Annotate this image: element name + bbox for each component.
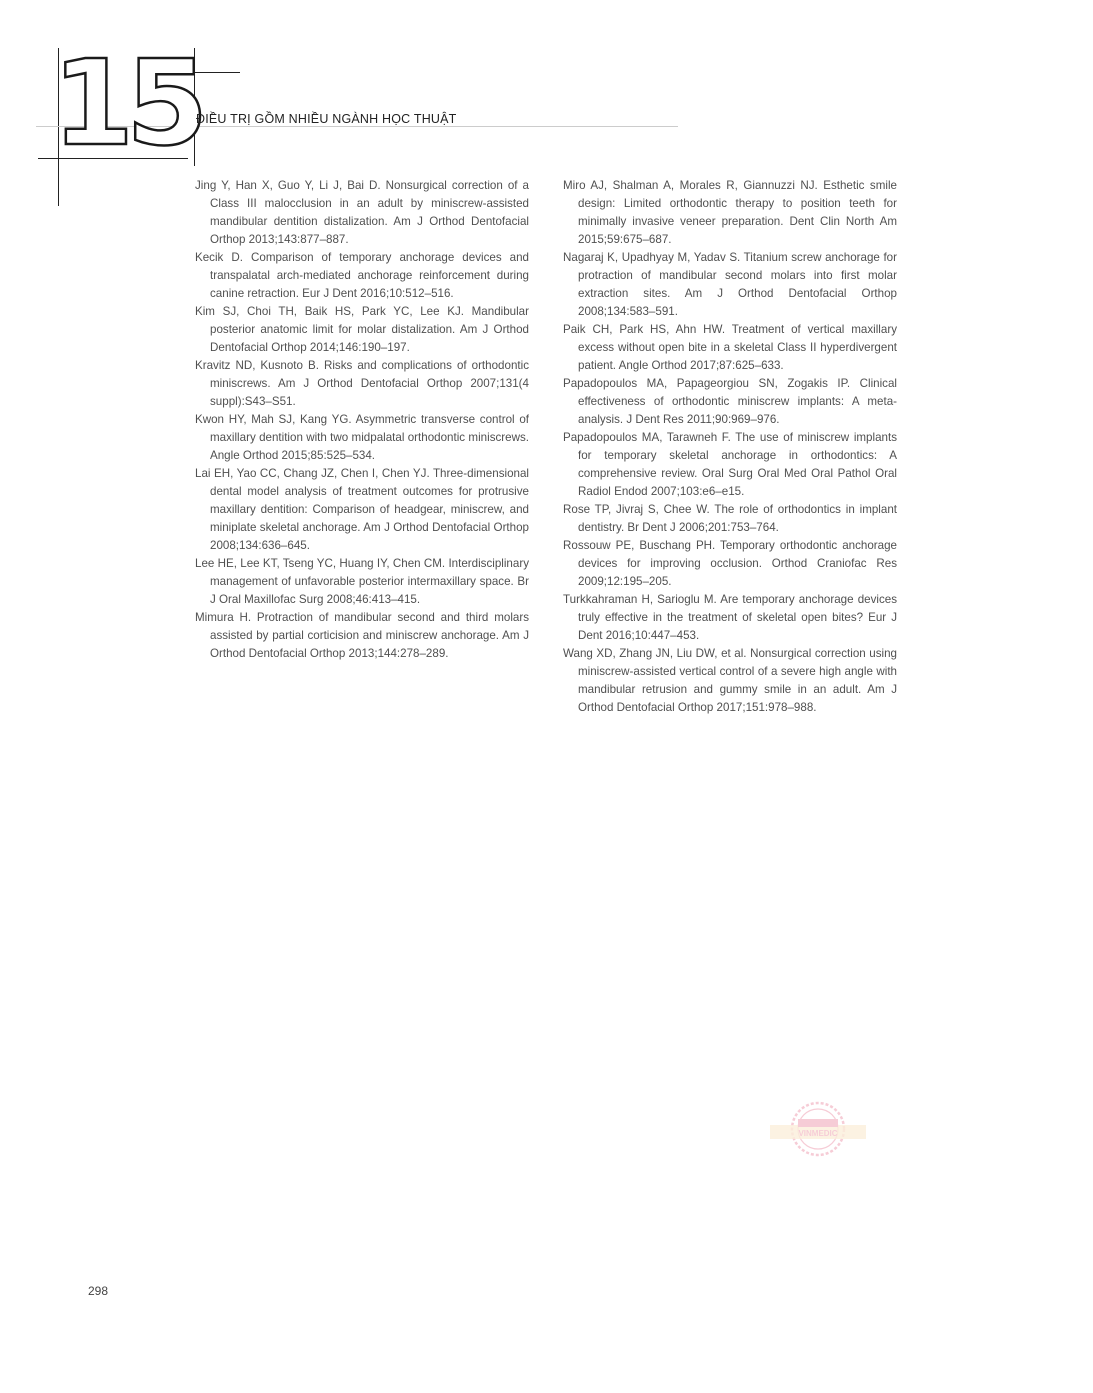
reference-item: Rose TP, Jivraj S, Chee W. The role of orthodontics in implant dentistry. Br Dent J 2006;201:753–764. — [563, 503, 897, 534]
reference-item: Lee HE, Lee KT, Tseng YC, Huang IY, Chen CM. Interdisciplinary management of unfavorable posterior intermaxillary space. Br J Oral Maxillofac Surg 2008;46:413–415. — [195, 557, 529, 606]
reference-item: Papadopoulos MA, Papageorgiou SN, Zogakis IP. Clinical effectiveness of orthodontic miniscrew implants: A meta-analysis. J Dent Res 2011;90:969–976. — [563, 377, 897, 426]
reference-item: Paik CH, Park HS, Ahn HW. Treatment of vertical maxillary excess without open bite in a skeletal Class II hyperdivergent patient. Angle Orthod 2017;87:625–633. — [563, 323, 897, 372]
watermark-stamp-icon — [768, 1097, 868, 1163]
reference-item: Lai EH, Yao CC, Chang JZ, Chen I, Chen YJ. Three-dimensional dental model analysis of treatment outcomes for protrusive maxillary dentition: Comparison of headgear, miniscrew, and miniplate skeletal anchorage. Am J Orthod Dentofacial Orthop 2008;134:636–645. — [195, 467, 529, 552]
reference-item: Rossouw PE, Buschang PH. Temporary orthodontic anchorage devices for improving occlusion. Orthod Craniofac Res 2009;12:195–205. — [563, 539, 897, 588]
page-number: 298 — [88, 1284, 109, 1298]
reference-item: Nagaraj K, Upadhyay M, Yadav S. Titanium screw anchorage for protraction of mandibular second molars into first molar extraction sites. Am J Orthod Dentofacial Orthop 2008;134:583–591. — [563, 251, 897, 318]
reference-item: Miro AJ, Shalman A, Morales R, Giannuzzi NJ. Esthetic smile design: Limited orthodontic therapy to position teeth for minimally invasive veneer preparation. Dent Clin North Am 2015;59:675–687. — [563, 179, 897, 246]
reference-item: Turkkahraman H, Sarioglu M. Are temporary anchorage devices truly effective in the treatment of skeletal open bites? Eur J Dent 2016;10:447–453. — [563, 593, 897, 642]
reference-item: Jing Y, Han X, Guo Y, Li J, Bai D. Nonsurgical correction of a Class III malocclusion in an adult by miniscrew-assisted mandibular dentition distalization. Am J Orthod Dentofacial Orthop 2013;143:877–887. — [195, 179, 529, 246]
reference-item: Papadopoulos MA, Tarawneh F. The use of miniscrew implants for temporary skeletal anchorage in orthodontics: A comprehensive review. Oral Surg Oral Med Oral Pathol Oral Radiol Endod 2007;103:e6–e15. — [563, 431, 897, 498]
reference-list-left — [195, 177, 529, 663]
reference-item: Kwon HY, Mah SJ, Kang YG. Asymmetric transverse control of maxillary dentition with two midpalatal orthodontic miniscrews. Angle Orthod 2015;85:525–534. — [195, 413, 529, 462]
watermark-text: VINMEDIC — [798, 1129, 838, 1138]
reference-list-right — [563, 177, 897, 717]
reference-item: Mimura H. Protraction of mandibular second and third molars assisted by partial corticision and miniscrew anchorage. Am J Orthod Dentofacial Orthop 2013;144:278–289. — [195, 611, 529, 660]
reference-item: Kim SJ, Choi TH, Baik HS, Park YC, Lee KJ. Mandibular posterior anatomic limit for molar distalization. Am J Orthod Dentofacial Orthop 2014;146:190–197. — [195, 305, 529, 354]
reference-item: Kecik D. Comparison of temporary anchorage devices and transpalatal arch-mediated anchorage reinforcement during canine retraction. Eur J Dent 2016;10:512–516. — [195, 251, 529, 300]
chapter-title: ĐIỀU TRỊ GỒM NHIỀU NGÀNH HỌC THUẬT — [196, 112, 457, 126]
chapter-number: 15 — [52, 34, 201, 172]
reference-item: Kravitz ND, Kusnoto B. Risks and complications of orthodontic miniscrews. Am J Orthod Dentofacial Orthop 2007;131(4 suppl):S43–S51. — [195, 359, 529, 408]
reference-item: Wang XD, Zhang JN, Liu DW, et al. Nonsurgical correction using miniscrew-assisted vertical control of a severe high angle with mandibular retrusion and gummy smile in an adult. Am J Orthod Dentofacial Orthop 2017;151:978–988. — [563, 647, 897, 714]
